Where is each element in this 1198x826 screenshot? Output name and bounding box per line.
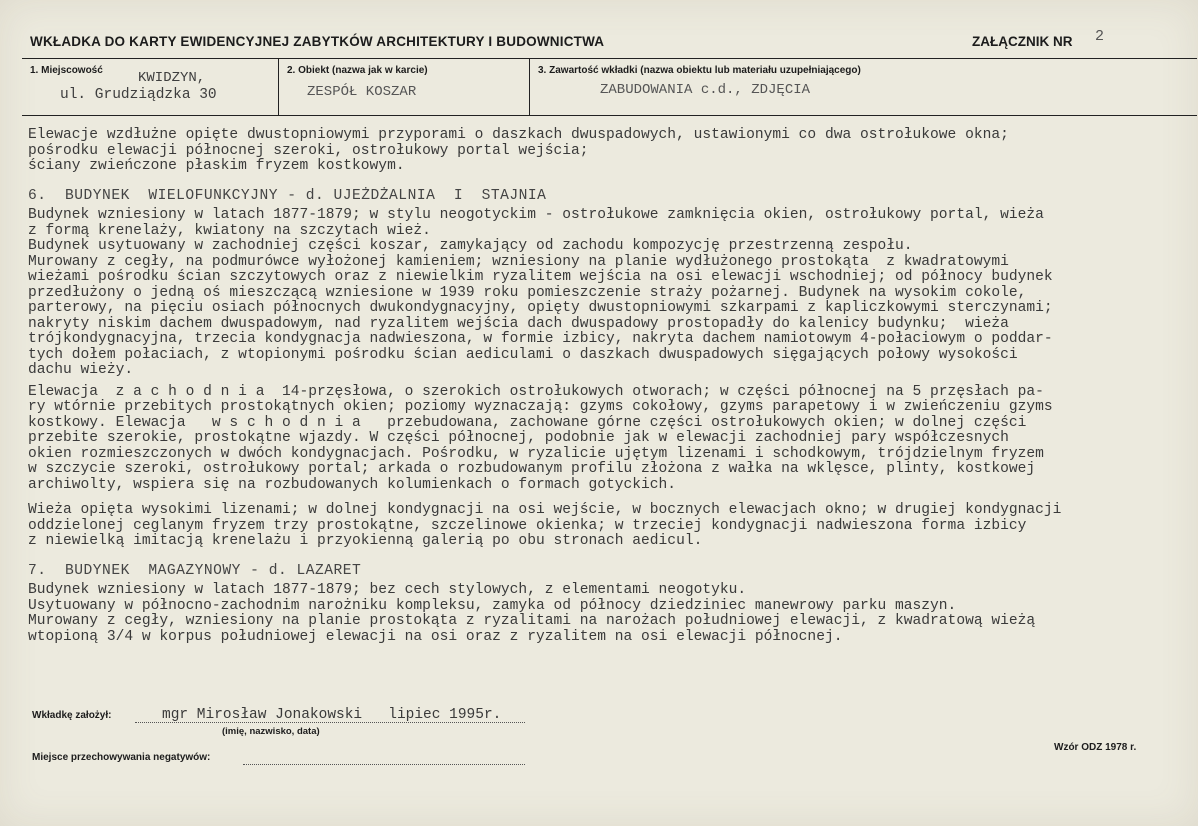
header-fields xyxy=(22,58,1197,116)
text-line: dachu wieży. xyxy=(28,362,134,378)
field-object-value: ZESPÓŁ KOSZAR xyxy=(307,84,417,100)
section-6-title: 6. BUDYNEK WIELOFUNKCYJNY - d. UJEŻDŻALNIA I STAJNIA xyxy=(28,187,547,204)
text-line: Budynek wzniesiony w latach 1877-1879; w stylu neogotyckim - ostrołukowe zamknięcia okien, ostrołukowy portal, wieża xyxy=(28,207,1044,223)
text-line: Elewacja z a c h o d n i a 14-przęsłowa, o szerokich ostrołukowych otworach; w części północnej na 5 przęsłach pa- xyxy=(28,383,1044,400)
text-line: archiwolty, wspiera się na rozbudowanych kolumienkach o formach gotyckich. xyxy=(28,476,677,493)
text-line: Wieża opięta wysokimi lizenami; w dolnej kondygnacji na osi wejście, w bocznych elewacjach okno; w drugiej kondygnacji xyxy=(28,502,1062,518)
field-object-label: 2. Obiekt (nazwa jak w karcie) xyxy=(287,65,428,76)
text-line: nakryty niskim dachem dwuspadowym, nad ryzalitem wejścia dach dwuspadowy prostopadły do kalenicy budynku; wieża xyxy=(28,315,1009,332)
author-label: Wkładkę założył: xyxy=(32,710,112,721)
author-caption: (imię, nazwisko, data) xyxy=(222,726,320,737)
text-line: wieżami pośrodku ścian szczytowych oraz z niewielkim ryzalitem wejścia na osi elewacji wschodniej; od północy budynek xyxy=(28,269,1053,285)
field-place-value-city: KWIDZYN, xyxy=(138,70,206,86)
text-line: oddzielonej ceglanym fryzem trzy prostokątne, szczelinowe okienka; w trzeciej kondygnacji nadwieszona forma izbicy xyxy=(28,517,1027,534)
annex-number: 2 xyxy=(1095,28,1105,45)
author-value: mgr Mirosław Jonakowski lipiec 1995r. xyxy=(162,707,502,723)
text-line: kostkowy. Elewacja w s c h o d n i a przebudowana, zachowane górne części ostrołukowych okien; w dolnej części xyxy=(28,414,1027,431)
field-contents xyxy=(529,59,1198,115)
text-line: Budynek usytuowany w zachodniej części koszar, zamykający od zachodu kompozycję przestrzenną zespołu. xyxy=(28,238,913,254)
text-line: wtopioną 3/4 w korpus południowej elewacji na osi oraz z ryzalitem na osi elewacji północnej. xyxy=(28,628,843,645)
text-line: z formą krenelaży, kwiatony na szczytach wież. xyxy=(28,222,431,239)
annex-label: ZAŁĄCZNIK NR xyxy=(972,34,1073,49)
author-dotted-line xyxy=(135,722,525,723)
description-body xyxy=(28,128,1196,645)
text-line: Murowany z cegły, wzniesiony na planie prostokąta z ryzalitami na narożach południowej elewacji, z kwadratową wieżą xyxy=(28,613,1036,629)
text-line: okien rozmieszczonych w dwóch kondygnacjach. Pośrodku, w ryzalicie ujętym lizenami i schodkowym, trójdzielnym fryzem xyxy=(28,445,1044,462)
text-line: parterowy, na pięciu osiach północnych dwukondygnacyjny, opięty dwustopniowymi szkarpami z kapliczkowymi sterczynami; xyxy=(28,300,1053,316)
text-line: Usytuowany w północno-zachodnim narożniku kompleksu, zamyka od północy dziedziniec manewrowy parku maszyn. xyxy=(28,597,957,614)
text-line: pośrodku elewacji północnej szeroki, ostrołukowy portal wejścia; xyxy=(28,142,589,159)
text-line: Budynek wzniesiony w latach 1877-1879; bez cech stylowych, z elementami neogotyku. xyxy=(28,582,747,598)
negatives-label: Miejsce przechowywania negatywów: xyxy=(32,752,211,763)
text-line: Murowany z cegły, na podmurówce wyłożonej kamieniem; wzniesiony na planie wydłużonego prostokąta z kwadratowymi xyxy=(28,253,1009,270)
field-place xyxy=(22,59,277,115)
text-line: tych dołem połaciach, z wtopionymi pośrodku ścian aediculami o daszkach dwuspadowych sięgających połowy wysokości xyxy=(28,346,1018,363)
field-place-label: 1. Miejscowość xyxy=(30,65,103,76)
text-line: w szczycie szeroki, ostrołukowy portal; arkada o rozbudowanym profilu złożona z wałka na wklęsce, plinty, kostkowej xyxy=(28,461,1036,477)
negatives-dotted-line xyxy=(243,764,525,765)
field-object xyxy=(278,59,529,115)
text-line: ściany zwieńczone płaskim fryzem kostkowym. xyxy=(28,158,405,174)
text-line: ry wtórnie przebitych prostokątnych okien; poziomy wyznaczają: gzyms cokołowy, gzyms parapetowy i w zwieńczeniu gzyms xyxy=(28,399,1053,415)
text-line: przebite szerokie, prostokątne wjazdy. W części północnej, podobnie jak w elewacji zachodniej pary współczesnych xyxy=(28,430,1009,446)
text-line: trójkondygnacyjna, trzecia kondygnacja nadwieszona, w formie izbicy, nakryta dachem namiotowym 4-połaciowym o poddar- xyxy=(28,331,1053,347)
card-title: WKŁADKA DO KARTY EWIDENCYJNEJ ZABYTKÓW ARCHITEKTURY I BUDOWNICTWA xyxy=(30,34,605,49)
text-line: Elewacje wzdłużne opięte dwustopniowymi przyporami o daszkach dwuspadowych, ustawionymi co dwa ostrołukowe okna; xyxy=(28,127,1009,143)
section-7-title: 7. BUDYNEK MAGAZYNOWY - d. LAZARET xyxy=(28,562,362,579)
field-place-value-street: ul. Grudziądzka 30 xyxy=(60,87,217,103)
field-contents-value: ZABUDOWANIA c.d., ZDJĘCIA xyxy=(600,82,811,98)
field-contents-label: 3. Zawartość wkładki (nazwa obiektu lub materiału uzupełniającego) xyxy=(538,65,861,76)
text-line: przedłużony o jedną oś mieszczącą wzniesione w 1939 roku pomieszczenie straży pożarnej. Budynek na wysokim cokole, xyxy=(28,284,1027,301)
text-line: z niewielką imitacją krenelażu i przyokienną galerią po obu stronach aedicul. xyxy=(28,533,703,549)
form-reference: Wzór ODZ 1978 r. xyxy=(1054,742,1137,753)
